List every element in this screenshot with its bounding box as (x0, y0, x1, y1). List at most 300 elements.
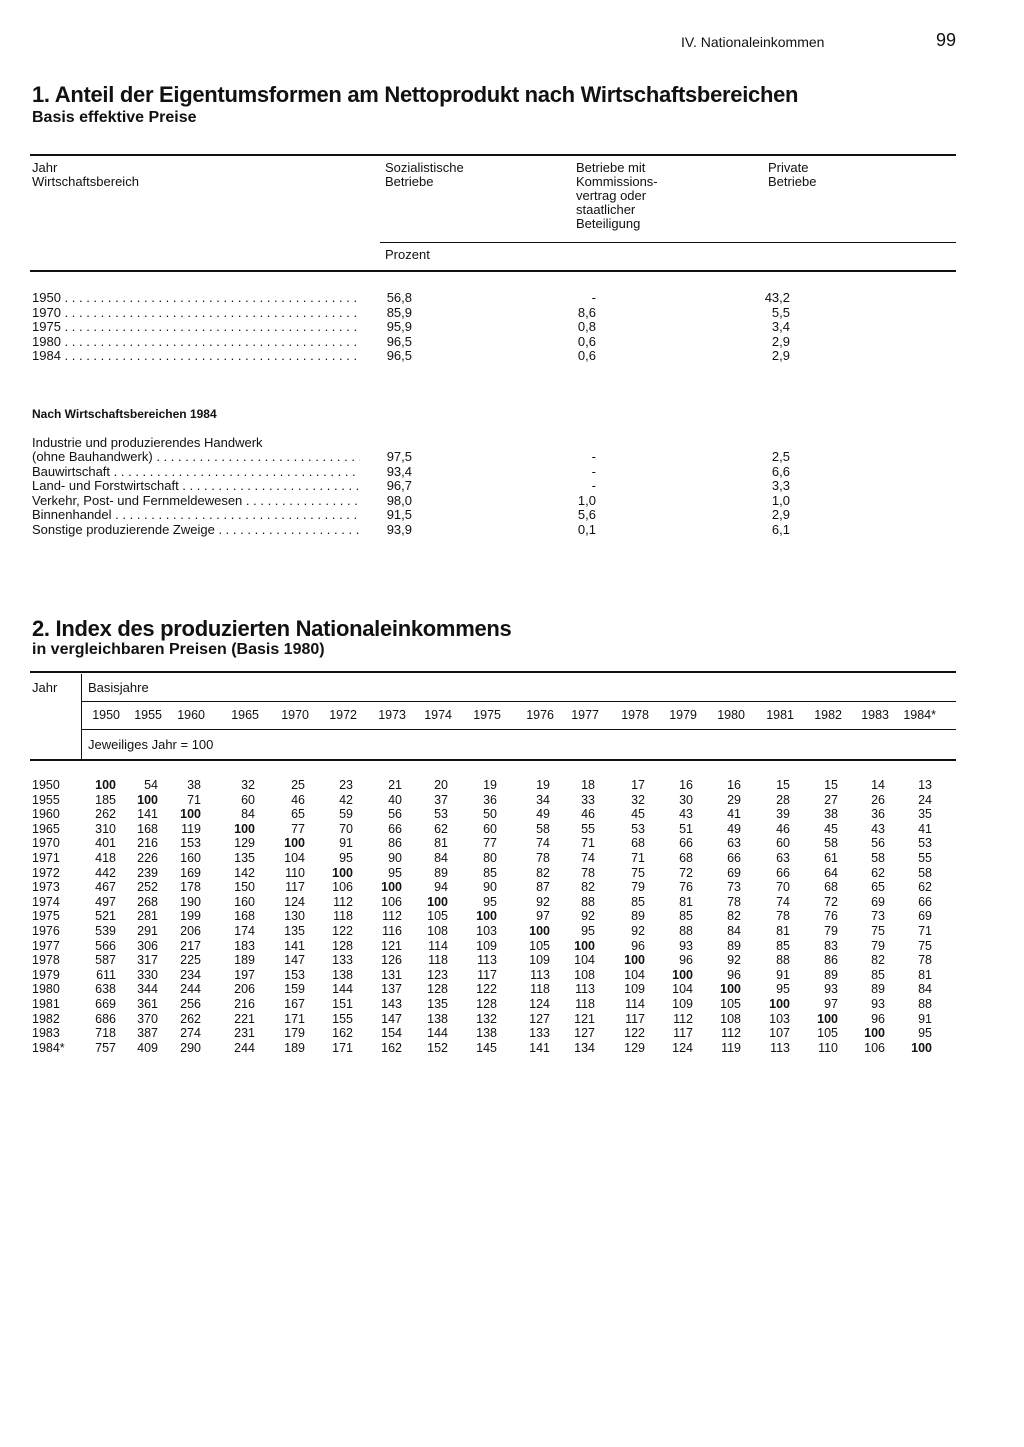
t2-cell: 63 (727, 836, 741, 851)
t2-cell: 71 (631, 851, 645, 865)
t2-cell: 144 (427, 1026, 448, 1041)
t2-cell: 92 (631, 924, 645, 938)
t2-cell: 72 (824, 894, 838, 909)
t1-year-row-4-kommission: 0,6 (577, 348, 596, 363)
t2-row-year-18: 1984* (32, 1040, 65, 1055)
t2-cell: 409 (137, 1040, 158, 1055)
t2-cell: 128 (427, 982, 448, 997)
t2-cell: 262 (95, 807, 116, 822)
t2-cell: 45 (631, 807, 645, 822)
t2-cell: 112 (382, 909, 402, 924)
t2-cell: 216 (234, 997, 255, 1011)
t2-cell: 183 (234, 938, 255, 953)
t2-base-year-9: 1976 (526, 708, 554, 722)
t2-cell: 105 (529, 938, 550, 953)
t2-cell: 100 (234, 821, 255, 836)
t2-cell: 73 (727, 880, 741, 895)
table1-unit-rule (380, 242, 956, 243)
t2-cell: 19 (483, 778, 497, 792)
t1-year-row-4-label-text: 1984 (32, 349, 61, 363)
t2-cell: 113 (530, 967, 550, 982)
t2-cell: 95 (483, 894, 497, 909)
t2-cell: 100 (672, 967, 693, 982)
t2-unit-label: Jeweiliges Jahr = 100 (88, 737, 214, 752)
t2-cell: 129 (234, 836, 255, 851)
t2-cell: 17 (631, 778, 645, 792)
t2-cell: 127 (529, 1011, 550, 1026)
t2-cell: 104 (574, 953, 595, 968)
t2-row-year-0: 1950 (32, 778, 60, 792)
t2-cell: 244 (234, 1040, 255, 1055)
t2-cell: 135 (234, 851, 255, 865)
t1-branch-row-4-privat: 2,9 (771, 507, 790, 522)
t2-cell: 141 (529, 1040, 550, 1055)
table2-basis-rule (82, 701, 956, 702)
t1-branch-first-line: Industrie und produzierendes Handwerk (32, 435, 263, 450)
t1-branch-row-2-label (32, 479, 360, 494)
t2-cell: 82 (536, 865, 550, 880)
t2-cell: 757 (95, 1040, 116, 1055)
t2-cell: 51 (679, 821, 693, 836)
t2-cell: 118 (333, 909, 353, 924)
t2-cell: 262 (180, 1011, 201, 1026)
t2-cell: 130 (284, 909, 305, 924)
t2-cell: 110 (285, 865, 305, 880)
t2-cell: 68 (679, 851, 693, 865)
t2-cell: 129 (624, 1040, 645, 1055)
t2-cell: 112 (333, 894, 353, 909)
t2-cell: 53 (918, 836, 932, 851)
t2-cell: 49 (727, 821, 741, 836)
t2-cell: 686 (95, 1011, 116, 1026)
t1-head-col3-line5: Beteiligung (576, 216, 641, 231)
t2-cell: 132 (476, 1011, 497, 1026)
t2-cell: 88 (776, 953, 790, 968)
t2-cell: 718 (95, 1026, 116, 1041)
t2-cell: 290 (180, 1040, 201, 1055)
t2-cell: 153 (284, 967, 305, 982)
t2-row-year-7: 1973 (32, 880, 60, 895)
t2-cell: 46 (581, 807, 595, 822)
t2-cell: 15 (776, 778, 790, 792)
leader-dots (112, 508, 360, 522)
t2-cell: 84 (727, 924, 741, 938)
table1-top-rule (30, 154, 956, 156)
t2-base-year-12: 1979 (669, 708, 697, 722)
t1-year-row-0-sozialistisch: 56,8 (386, 290, 412, 305)
t2-cell: 100 (574, 938, 595, 953)
t2-cell: 77 (483, 836, 497, 851)
t2-cell: 268 (137, 894, 158, 909)
t2-row-year-2: 1960 (32, 807, 60, 822)
t2-cell: 46 (291, 792, 305, 807)
t1-year-row-1-kommission: 8,6 (577, 304, 596, 320)
t1-branch-row-2-privat: 3,3 (771, 478, 790, 493)
t2-cell: 100 (529, 924, 550, 938)
t2-cell: 152 (427, 1040, 448, 1055)
t2-cell: 669 (95, 997, 116, 1011)
t2-cell: 61 (824, 851, 838, 865)
t2-cell: 133 (332, 953, 353, 968)
t2-cell: 84 (241, 807, 255, 822)
t2-cell: 418 (95, 851, 116, 865)
t2-base-year-15: 1982 (814, 708, 842, 722)
t1-head-col2-line2: Betriebe (385, 174, 434, 189)
t2-cell: 127 (574, 1026, 595, 1041)
t2-cell: 43 (679, 807, 693, 822)
t2-cell: 84 (918, 982, 932, 997)
t1-head-col4-line2: Betriebe (768, 174, 817, 189)
t2-cell: 105 (720, 997, 741, 1011)
t2-cell: 89 (824, 967, 838, 982)
t2-cell: 100 (137, 792, 158, 807)
t2-cell: 72 (679, 865, 693, 880)
t2-cell: 128 (332, 938, 353, 953)
t2-cell: 18 (581, 778, 595, 792)
t2-cell: 116 (382, 924, 402, 938)
t2-cell: 138 (427, 1011, 448, 1026)
t1-year-row-3-label (32, 335, 360, 350)
t1-branch-row-5-label-text: Sonstige produzierende Zweige (32, 522, 215, 537)
t2-cell: 169 (180, 865, 201, 880)
t2-cell: 91 (339, 836, 353, 851)
t2-cell: 54 (144, 778, 158, 792)
t2-cell: 42 (339, 792, 353, 807)
t2-cell: 81 (434, 836, 448, 851)
table2-title: 2. Index des produzierten Nationaleinkommens (32, 616, 512, 641)
t2-row-year-5: 1971 (32, 851, 60, 865)
t2-cell: 90 (388, 851, 402, 865)
t2-cell: 167 (284, 997, 305, 1011)
t2-cell: 274 (180, 1026, 201, 1041)
t1-branch-row-4-label (32, 508, 360, 523)
t2-cell: 143 (381, 997, 402, 1011)
t2-cell: 50 (483, 807, 497, 822)
t2-row-year-16: 1982 (32, 1011, 60, 1026)
t2-cell: 121 (381, 938, 402, 953)
t2-cell: 171 (332, 1040, 353, 1055)
t2-cell: 124 (672, 1040, 693, 1055)
t2-cell: 141 (284, 938, 305, 953)
t2-cell: 401 (95, 836, 116, 851)
t2-cell: 100 (476, 909, 497, 924)
t2-cell: 90 (483, 880, 497, 895)
t2-cell: 79 (824, 924, 838, 938)
t2-cell: 59 (339, 807, 353, 822)
t2-row-year-11: 1977 (32, 938, 60, 953)
t2-cell: 92 (727, 953, 741, 968)
t2-cell: 58 (536, 821, 550, 836)
t1-year-row-0-privat: 43,2 (764, 290, 790, 305)
t2-cell: 63 (776, 851, 790, 865)
t2-cell: 66 (388, 821, 402, 836)
t2-cell: 141 (137, 807, 158, 822)
t2-cell: 108 (720, 1011, 741, 1026)
t2-cell: 100 (180, 807, 201, 822)
t2-cell: 94 (434, 880, 448, 895)
t2-cell: 306 (137, 938, 158, 953)
t2-cell: 122 (332, 924, 353, 938)
t2-cell: 88 (679, 924, 693, 938)
t2-row-year-15: 1981 (32, 997, 60, 1011)
t2-cell: 128 (476, 997, 497, 1011)
t1-branch-row-0-kommission: - (591, 449, 596, 464)
t2-cell: 43 (871, 821, 885, 836)
t2-cell: 65 (871, 880, 885, 895)
t2-cell: 81 (918, 967, 932, 982)
t2-cell: 41 (727, 807, 741, 822)
t2-cell: 206 (180, 924, 201, 938)
t2-cell: 66 (679, 836, 693, 851)
t2-cell: 19 (536, 778, 550, 792)
leader-dots (153, 450, 360, 464)
t2-cell: 104 (284, 851, 305, 865)
t2-cell: 36 (871, 807, 885, 822)
t2-cell: 81 (776, 924, 790, 938)
t2-cell: 96 (631, 938, 645, 953)
t2-cell: 370 (137, 1011, 158, 1026)
t2-cell: 93 (824, 982, 838, 997)
t2-cell: 66 (727, 851, 741, 865)
t2-base-year-5: 1972 (329, 708, 357, 722)
t2-cell: 151 (332, 997, 353, 1011)
t2-cell: 216 (137, 836, 158, 851)
t2-cell: 85 (631, 894, 645, 909)
t2-cell: 133 (529, 1026, 550, 1041)
t2-cell: 100 (817, 1011, 838, 1026)
t2-cell: 108 (574, 967, 595, 982)
t1-year-row-2-kommission: 0,8 (577, 319, 596, 334)
t2-cell: 100 (427, 894, 448, 909)
t2-cell: 113 (575, 982, 595, 997)
t2-cell: 74 (581, 851, 595, 865)
t1-head-col3-line2: Kommissions- (576, 174, 658, 189)
t2-cell: 103 (476, 924, 497, 938)
t2-cell: 36 (483, 792, 497, 807)
t2-cell: 46 (776, 821, 790, 836)
t2-cell: 95 (388, 865, 402, 880)
t2-cell: 638 (95, 982, 116, 997)
t2-cell: 76 (679, 880, 693, 895)
t1-head-col1-line1: Jahr (32, 160, 58, 175)
t2-cell: 95 (339, 851, 353, 865)
t2-row-year-17: 1983 (32, 1026, 60, 1041)
t2-cell: 135 (427, 997, 448, 1011)
t2-cell: 68 (631, 836, 645, 851)
t2-cell: 26 (871, 792, 885, 807)
leader-dots (110, 465, 360, 479)
t2-cell: 74 (536, 836, 550, 851)
t2-cell: 137 (381, 982, 402, 997)
t2-cell: 387 (137, 1026, 158, 1041)
t2-cell: 53 (631, 821, 645, 836)
t1-year-row-0-label (32, 291, 360, 306)
leader-dots (61, 306, 360, 320)
t2-cell: 110 (818, 1040, 838, 1055)
t1-branch-row-3-label-text: Verkehr, Post- und Fernmeldewesen (32, 493, 243, 508)
t1-year-row-1-privat: 5,5 (771, 304, 790, 320)
t2-cell: 60 (241, 792, 255, 807)
t2-cell: 64 (824, 865, 838, 880)
t2-cell: 611 (96, 967, 116, 982)
t2-cell: 85 (483, 865, 497, 880)
t2-base-year-17: 1984* (903, 708, 936, 722)
t2-cell: 23 (339, 778, 353, 792)
t2-cell: 119 (181, 821, 201, 836)
table2-head-bottom-rule (30, 759, 956, 761)
t2-cell: 40 (388, 792, 402, 807)
t1-year-row-1-label (32, 306, 360, 321)
t2-cell: 108 (427, 924, 448, 938)
t2-row-year-13: 1979 (32, 967, 60, 982)
t2-cell: 138 (476, 1026, 497, 1041)
t2-cell: 78 (727, 894, 741, 909)
t2-cell: 252 (137, 880, 158, 895)
t2-cell: 539 (95, 924, 116, 938)
t2-cell: 566 (95, 938, 116, 953)
t2-cell: 93 (679, 938, 693, 953)
t2-cell: 60 (483, 821, 497, 836)
t2-cell: 112 (673, 1011, 693, 1026)
t2-cell: 114 (428, 938, 448, 953)
t2-cell: 89 (434, 865, 448, 880)
t2-cell: 55 (581, 821, 595, 836)
t2-cell: 96 (727, 967, 741, 982)
leader-dots (61, 320, 360, 334)
t1-branch-row-3-privat: 1,0 (771, 492, 790, 508)
t2-cell: 189 (234, 953, 255, 968)
t2-cell: 55 (918, 851, 932, 865)
t2-cell: 124 (529, 997, 550, 1011)
t2-cell: 69 (871, 894, 885, 909)
leader-dots (242, 494, 360, 508)
t1-branch-row-2-sozialistisch: 96,7 (386, 478, 412, 493)
t2-cell: 197 (234, 967, 255, 982)
t1-year-row-2-privat: 3,4 (771, 319, 790, 334)
t2-cell: 185 (95, 792, 116, 807)
t2-row-year-3: 1965 (32, 821, 60, 836)
t2-cell: 587 (95, 953, 116, 968)
t2-cell: 75 (918, 938, 932, 953)
t2-cell: 97 (824, 997, 838, 1011)
t2-cell: 281 (137, 909, 158, 924)
t2-base-year-2: 1960 (177, 708, 205, 722)
t2-cell: 442 (95, 865, 116, 880)
t2-row-year-12: 1978 (32, 953, 60, 968)
t2-cell: 85 (776, 938, 790, 953)
t2-cell: 100 (284, 836, 305, 851)
t2-cell: 105 (817, 1026, 838, 1041)
t2-cell: 162 (381, 1040, 402, 1055)
t2-cell: 178 (180, 880, 201, 895)
t2-cell: 85 (679, 909, 693, 924)
t2-cell: 58 (824, 836, 838, 851)
t2-cell: 56 (388, 807, 402, 822)
t1-year-row-4-label (32, 349, 360, 364)
table2-top-rule (30, 671, 956, 673)
t2-cell: 100 (95, 778, 116, 792)
t2-cell: 95 (918, 1026, 932, 1041)
t1-branch-row-0-label-text: (ohne Bauhandwerk) (32, 450, 153, 464)
t2-base-year-11: 1978 (621, 708, 649, 722)
t2-cell: 109 (476, 938, 497, 953)
t2-cell: 85 (871, 967, 885, 982)
t2-cell: 113 (770, 1040, 790, 1055)
t2-cell: 79 (631, 880, 645, 895)
t1-branch-row-0-privat: 2,5 (771, 449, 790, 464)
t1-head-col4-line1: Private (768, 160, 809, 175)
t2-cell: 89 (871, 982, 885, 997)
t2-cell: 109 (624, 982, 645, 997)
t2-cell: 58 (871, 851, 885, 865)
t2-cell: 13 (918, 778, 932, 792)
t1-branch-row-3-label (32, 494, 360, 509)
t2-cell: 118 (428, 953, 448, 968)
t2-cell: 66 (918, 894, 932, 909)
t2-cell: 60 (776, 836, 790, 851)
t2-cell: 361 (137, 997, 158, 1011)
t2-cell: 24 (918, 792, 932, 807)
t2-cell: 100 (720, 982, 741, 997)
t1-year-row-3-privat: 2,9 (771, 333, 790, 349)
t1-branch-row-5-privat: 6,1 (771, 521, 790, 537)
t1-year-row-0-label-text: 1950 (32, 291, 61, 305)
t2-row-year-1: 1955 (32, 792, 60, 807)
t2-cell: 32 (631, 792, 645, 807)
t2-cell: 32 (241, 778, 255, 792)
table1-subtitle: Basis effektive Preise (32, 109, 197, 126)
t2-row-year-6: 1972 (32, 865, 60, 880)
t1-year-row-4-sozialistisch: 96,5 (386, 348, 412, 363)
t2-cell: 37 (434, 792, 448, 807)
t1-branch-row-1-sozialistisch: 93,4 (386, 463, 412, 479)
leader-dots (61, 349, 360, 363)
t1-branch-row-3-sozialistisch: 98,0 (386, 492, 412, 508)
leader-dots (61, 335, 360, 349)
t2-cell: 16 (679, 778, 693, 792)
t2-base-year-6: 1973 (378, 708, 406, 722)
t2-cell: 16 (727, 778, 741, 792)
t2-cell: 56 (871, 836, 885, 851)
t1-branch-row-5-sozialistisch: 93,9 (386, 521, 412, 537)
t2-cell: 147 (284, 953, 305, 968)
t2-cell: 62 (871, 865, 885, 880)
t1-head-col1-line2: Wirtschaftsbereich (32, 174, 139, 189)
t2-cell: 217 (180, 938, 201, 953)
t2-cell: 78 (918, 953, 932, 968)
t1-head-col3-line3: vertrag oder (576, 188, 647, 203)
t2-cell: 88 (918, 997, 932, 1011)
t2-cell: 467 (95, 880, 116, 895)
t2-cell: 103 (769, 1011, 790, 1026)
t2-cell: 33 (581, 792, 595, 807)
t2-cell: 123 (427, 967, 448, 982)
table1-head-bottom-rule (30, 270, 956, 272)
t2-row-year-8: 1974 (32, 894, 60, 909)
t1-year-row-1-sozialistisch: 85,9 (386, 304, 412, 320)
t2-cell: 91 (918, 1011, 932, 1026)
t2-row-year-4: 1970 (32, 836, 60, 851)
t1-year-row-4-privat: 2,9 (771, 348, 790, 363)
t2-cell: 27 (824, 792, 838, 807)
t2-cell: 244 (180, 982, 201, 997)
t2-cell: 105 (427, 909, 448, 924)
table2-subtitle: in vergleichbaren Preisen (Basis 1980) (32, 641, 325, 658)
t2-cell: 53 (434, 807, 448, 822)
t2-cell: 117 (673, 1026, 693, 1041)
t2-cell: 96 (871, 1011, 885, 1026)
t2-cell: 92 (581, 909, 595, 924)
